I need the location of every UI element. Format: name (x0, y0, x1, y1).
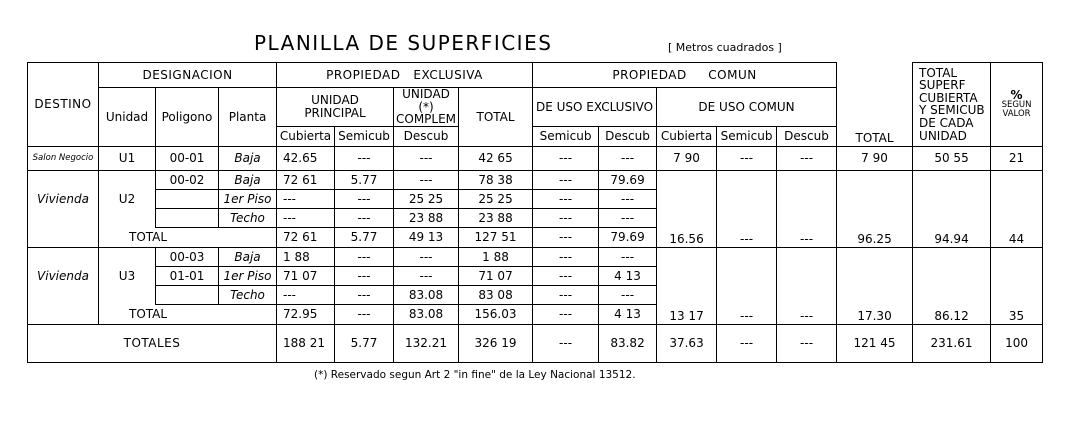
u3-total-ux-semicub: --- (533, 304, 599, 324)
u1-uc-descub: --- (777, 146, 837, 170)
table-row (28, 170, 1043, 189)
header-poligono: Poligono (156, 88, 219, 147)
u2-r2-total: 25 25 (459, 189, 533, 208)
header-destino: DESTINO (28, 63, 99, 147)
u2-r1-total: 78 38 (459, 170, 533, 189)
header-unidad: Unidad (99, 88, 156, 147)
u2-total-complem: 49 13 (394, 227, 459, 247)
header-uc-total: TOTAL (837, 63, 913, 147)
header-uc-cubierta: Cubierta (657, 126, 717, 146)
u3-r2-poligono: 01-01 (156, 266, 219, 285)
header-ux-descub: Descub (599, 126, 657, 146)
totales-uc-total: 121 45 (837, 324, 913, 362)
u2-total-total: 127 51 (459, 227, 533, 247)
u2-r3-planta: Techo (219, 208, 277, 227)
u2-unidad: U2 (99, 170, 156, 227)
u2-r1-complem: --- (394, 170, 459, 189)
u3-r3-complem: 83.08 (394, 285, 459, 304)
totales-cubierta: 188 21 (277, 324, 335, 362)
pct-symbol: % (1010, 88, 1023, 103)
u1-destino: Salon Negocio (28, 146, 99, 170)
totales-ux-semicub: --- (533, 324, 599, 362)
header-row-1 (28, 63, 1043, 88)
u3-total-superf: 86.12 (913, 247, 991, 324)
header-uc-descub: Descub (777, 126, 837, 146)
u2-r3-cubierta: --- (277, 208, 335, 227)
header-ux-semicub: Semicub (533, 126, 599, 146)
u2-r2-ux-semicub: --- (533, 189, 599, 208)
u2-total-ux-semicub: --- (533, 227, 599, 247)
u3-uc-cubierta: 13 17 (657, 247, 717, 324)
u3-total-semicub: --- (335, 304, 394, 324)
u2-r1-cubierta: 72 61 (277, 170, 335, 189)
u3-r3-ux-semicub: --- (533, 285, 599, 304)
u2-r1-semicub: 5.77 (335, 170, 394, 189)
u1-uc-cubierta: 7 90 (657, 146, 717, 170)
u2-total-label: TOTAL (99, 227, 277, 247)
u1-ux-semicub: --- (533, 146, 599, 170)
u3-destino-spacer (28, 304, 99, 324)
u3-total-complem: 83.08 (394, 304, 459, 324)
u2-r3-poligono (156, 208, 219, 227)
header-planta: Planta (219, 88, 277, 147)
totales-total-superf: 231.61 (913, 324, 991, 362)
u3-uc-total: 17.30 (837, 247, 913, 324)
table-row (28, 146, 1043, 170)
totales-uc-semicub: --- (717, 324, 777, 362)
u2-r2-semicub: --- (335, 189, 394, 208)
units-note: [ Metros cuadrados ] (668, 41, 782, 54)
u3-r3-semicub: --- (335, 285, 394, 304)
u3-r2-complem: --- (394, 266, 459, 285)
u2-total-semicub: 5.77 (335, 227, 394, 247)
u2-r1-poligono: 00-02 (156, 170, 219, 189)
u3-r1-poligono: 00-03 (156, 247, 219, 266)
u1-planta: Baja (219, 146, 277, 170)
u3-total-total: 156.03 (459, 304, 533, 324)
superficies-table (27, 62, 1043, 363)
totales-semicub: 5.77 (335, 324, 394, 362)
header-uc-semicub: Semicub (717, 126, 777, 146)
u1-uc-total: 7 90 (837, 146, 913, 170)
u3-r1-ux-descub: --- (599, 247, 657, 266)
u3-r2-ux-semicub: --- (533, 266, 599, 285)
u2-destino: Vivienda (28, 170, 99, 227)
u1-poligono: 00-01 (156, 146, 219, 170)
header-propiedad-exclusiva: PROPIEDAD EXCLUSIVA (277, 63, 533, 88)
u3-uc-semicub: --- (717, 247, 777, 324)
u2-r3-complem: 23 88 (394, 208, 459, 227)
header-total-superf: TOTAL SUPERF CUBIERTA Y SEMICUB DE CADA UNIDAD (913, 63, 991, 147)
totales-pct: 100 (991, 324, 1043, 362)
u3-unidad: U3 (99, 247, 156, 304)
u3-r3-cubierta: --- (277, 285, 335, 304)
u2-total-superf: 94.94 (913, 170, 991, 247)
u2-r2-planta: 1er Piso (219, 189, 277, 208)
u1-unidad: U1 (99, 146, 156, 170)
u3-r2-planta: 1er Piso (219, 266, 277, 285)
header-designacion: DESIGNACION (99, 63, 277, 88)
header-de-uso-comun: DE USO COMUN (657, 88, 837, 127)
u3-r1-total: 1 88 (459, 247, 533, 266)
header-semicub: Semicub (335, 126, 394, 146)
header-pe-total: TOTAL (459, 88, 533, 147)
u2-r2-ux-descub: --- (599, 189, 657, 208)
u3-r3-planta: Techo (219, 285, 277, 304)
u3-r1-semicub: --- (335, 247, 394, 266)
u2-pct: 44 (991, 170, 1043, 247)
u3-r1-planta: Baja (219, 247, 277, 266)
u2-uc-semicub: --- (717, 170, 777, 247)
u2-destino-spacer (28, 227, 99, 247)
u1-complem: --- (394, 146, 459, 170)
u2-r1-planta: Baja (219, 170, 277, 189)
totales-ux-descub: 83.82 (599, 324, 657, 362)
u1-total: 42 65 (459, 146, 533, 170)
u1-semicub: --- (335, 146, 394, 170)
u2-r1-ux-semicub: --- (533, 170, 599, 189)
u2-total-cubierta: 72 61 (277, 227, 335, 247)
u2-r3-semicub: --- (335, 208, 394, 227)
u2-r3-total: 23 88 (459, 208, 533, 227)
u2-r3-ux-descub: --- (599, 208, 657, 227)
u1-cubierta: 42.65 (277, 146, 335, 170)
u2-r3-ux-semicub: --- (533, 208, 599, 227)
u3-r2-semicub: --- (335, 266, 394, 285)
u3-r2-cubierta: 71 07 (277, 266, 335, 285)
header-propiedad-comun: PROPIEDAD COMUN (533, 63, 837, 88)
u2-r1-ux-descub: 79.69 (599, 170, 657, 189)
u2-uc-cubierta: 16.56 (657, 170, 717, 247)
u3-r2-ux-descub: 4 13 (599, 266, 657, 285)
u3-r3-ux-descub: --- (599, 285, 657, 304)
header-unidad-complem: UNIDAD (*) COMPLEM (394, 88, 459, 127)
page-title: PLANILLA DE SUPERFICIES (254, 31, 553, 55)
table-row-totales (28, 324, 1043, 362)
u3-total-label: TOTAL (99, 304, 277, 324)
totales-label: TOTALES (28, 324, 277, 362)
header-descub: Descub (394, 126, 459, 146)
u2-r2-poligono (156, 189, 219, 208)
header-pct (991, 63, 1043, 147)
u3-uc-descub: --- (777, 247, 837, 324)
u3-total-ux-descub: 4 13 (599, 304, 657, 324)
footnote: (*) Reservado segun Art 2 "in fine" de la Ley Nacional 13512. (314, 369, 636, 381)
u1-uc-semicub: --- (717, 146, 777, 170)
u3-destino: Vivienda (28, 247, 99, 304)
u3-r1-ux-semicub: --- (533, 247, 599, 266)
u3-r3-poligono (156, 285, 219, 304)
totales-complem: 132.21 (394, 324, 459, 362)
table-row (28, 247, 1043, 266)
u2-uc-total: 96.25 (837, 170, 913, 247)
u3-pct: 35 (991, 247, 1043, 324)
u1-pct: 21 (991, 146, 1043, 170)
totales-uc-cubierta: 37.63 (657, 324, 717, 362)
u2-total-ux-descub: 79.69 (599, 227, 657, 247)
u3-total-cubierta: 72.95 (277, 304, 335, 324)
u3-r2-total: 71 07 (459, 266, 533, 285)
u2-uc-descub: --- (777, 170, 837, 247)
header-cubierta: Cubierta (277, 126, 335, 146)
u2-r2-cubierta: --- (277, 189, 335, 208)
header-unidad-principal: UNIDAD PRINCIPAL (277, 88, 394, 127)
u3-r3-total: 83 08 (459, 285, 533, 304)
u1-total-superf: 50 55 (913, 146, 991, 170)
totales-total: 326 19 (459, 324, 533, 362)
totales-uc-descub: --- (777, 324, 837, 362)
u1-ux-descub: --- (599, 146, 657, 170)
header-de-uso-exclusivo: DE USO EXCLUSIVO (533, 88, 657, 127)
u3-r1-cubierta: 1 88 (277, 247, 335, 266)
pct-label: SEGUN VALOR (1001, 100, 1032, 120)
u2-r2-complem: 25 25 (394, 189, 459, 208)
u3-r1-complem: --- (394, 247, 459, 266)
